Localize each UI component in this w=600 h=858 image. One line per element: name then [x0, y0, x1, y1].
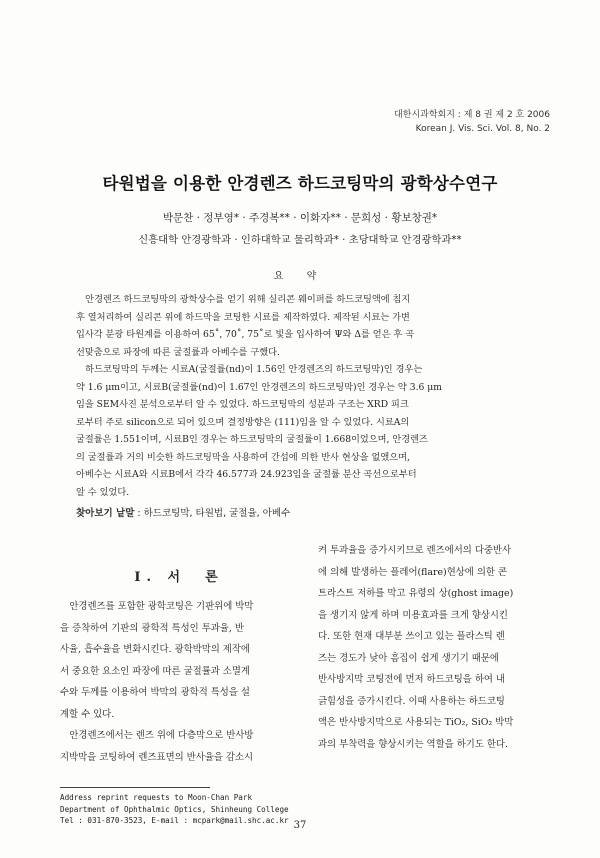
journal-korean: 대한시과학회지 : 제 8 권 제 2 호 2006 — [394, 110, 550, 120]
abstract-line: 굴절률은 1.551이며, 시료B인 경우는 하드코팅막의 굴절률이 1.668이었으며, 안경렌즈 — [76, 434, 428, 445]
abstract-line: 후 열처리하여 실리콘 위에 하드막을 코팅한 시료를 제작하였다. 제작된 시료는 가변 — [76, 311, 410, 323]
page-number: 37 — [293, 820, 307, 831]
footnote-line: Address reprint requests to Moon-Chan Park — [60, 793, 253, 802]
body-line: 트라스트 저하를 막고 유령의 상(ghost image) — [318, 588, 514, 599]
abstract-line: 안경렌즈 하드코팅막의 광학상수를 얻기 위해 실리콘 웨이퍼를 하드코팅액에 침지 — [76, 294, 411, 305]
abstract-line: 알 수 있었다. — [76, 486, 130, 498]
journal-header — [394, 108, 550, 136]
affiliation-list: 신흥대학 안경광학과 · 인하대학교 물리학과* · 초당대학교 안경광학과** — [138, 234, 462, 246]
body-line: 서 중요한 요소인 파장에 따른 굴절률과 소멸계 — [60, 665, 250, 677]
body-line: 을 증착하여 기판의 광학적 특성인 투과율, 반 — [60, 622, 244, 634]
abstract-body — [76, 291, 526, 501]
keywords-label: 찾아보기 낱말 — [76, 508, 135, 519]
keywords — [76, 505, 526, 519]
body-line: 수와 두께를 이용하여 박막의 광학적 특성을 설 — [60, 687, 250, 698]
abstract-line: 입사각 분광 타원계를 이용하여 65˚, 70˚, 75˚로 빛을 입사하여 Ψ와 Δ를 얻은 후 곡 — [76, 329, 415, 340]
body-line: 지박막을 코팅하여 렌즈표면의 반사율을 감소시 — [60, 751, 254, 763]
body-line: 사율, 흡수율을 변화시킨다. 광학박막의 제작에 — [60, 644, 250, 655]
author-list: 박문찬 · 정부영* · 주경복** · 이화자** · 문희성 · 황보창권* — [162, 212, 438, 224]
keywords-text: : 하드코팅막, 타원법, 굴절율, 아베수 — [134, 508, 291, 519]
paper-title: 타원법을 이용한 안경렌즈 하드코팅막의 광학상수연구 — [102, 174, 498, 193]
body-line: 을 생기지 않게 하며 미용효과를 크게 향상시킨 — [318, 609, 508, 621]
body-column-left — [60, 596, 300, 768]
body-line: 안경렌즈에서는 렌즈 위에 다층막으로 반사방 — [60, 730, 254, 741]
body-line: 긁힘성을 증가시킨다. 이때 사용하는 하드코팅 — [318, 695, 505, 707]
section-heading-introduction: I. 서 론 — [134, 570, 224, 585]
body-line: 에 의해 발생하는 플레어(flare)현상에 의한 콘 — [318, 566, 507, 578]
abstract-line: 의 굴절률과 거의 비슷한 하드코팅막을 사용하여 간섭에 의한 반사 현상을 없앴으며, — [76, 451, 410, 463]
body-line: 안경렌즈를 포함한 광학코팅은 기판위에 박막 — [60, 601, 254, 612]
abstract-line: 로부터 주로 silicon으로 되어 있으며 결정방향은 (111)임을 알 수 있었다. 시료A의 — [76, 416, 410, 428]
footnote-line: Tel : 031-870-3523, E-mail : mcpark@mail.shc.ac.kr — [60, 816, 289, 825]
body-column-right — [318, 540, 556, 755]
abstract-line: 하드코팅막의 두께는 시료A(굴절률(nd)이 1.56인 안경렌즈의 하드코팅막)인 경우는 — [76, 364, 423, 375]
body-line: 과의 부착력을 향상시키는 역할을 하기도 한다. — [318, 738, 508, 750]
body-line: 즈는 경도가 낮아 흠집이 쉽게 생기기 때문에 — [318, 652, 499, 664]
journal-english: Korean J. Vis. Sci. Vol. 8, No. 2 — [415, 124, 550, 134]
body-line: 계할 수 있다. — [60, 708, 115, 720]
abstract-line: 선맞춤으로 파장에 따른 굴절률과 아베수를 구했다. — [76, 346, 280, 358]
footnote-line: Department of Ophthalmic Optics, Shinheung College — [60, 804, 289, 814]
body-line: 켜 투과율을 증가시키므로 렌즈에서의 다중반사 — [318, 545, 512, 556]
abstract-line: 약 1.6 μm이고, 시료B(굴절률(nd)이 1.67인 안경렌즈의 하드코팅막)인 경우는 약 3.6 μm — [76, 381, 442, 393]
abstract-line: 아베수는 시료A와 시료B에서 각각 46.577과 24.923임을 굴절률 분산 곡선으로부터 — [76, 469, 417, 480]
footnote-divider — [60, 787, 210, 788]
abstract-line: 임을 SEM사진 분석으로부터 알 수 있었다. 하드코팅막의 성분과 구조는 XRD 피크 — [76, 399, 409, 410]
body-line: 다. 또한 현재 대부분 쓰이고 있는 플라스틱 렌 — [318, 631, 505, 642]
body-line: 액은 반사방지막으로 사용되는 TiO₂, SiO₂ 박막 — [318, 717, 514, 728]
body-line: 반사방지막 코팅전에 먼저 하드코팅을 하여 내 — [318, 674, 505, 685]
abstract-heading: 요 약 — [273, 271, 327, 282]
